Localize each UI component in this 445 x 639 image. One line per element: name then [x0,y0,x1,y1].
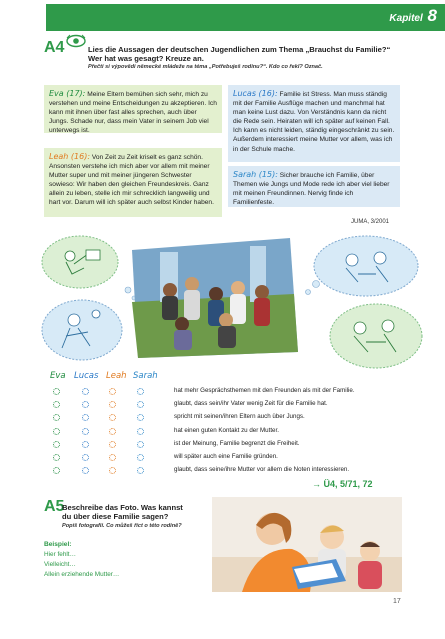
quote-eva-text: Meine Eltern bemühen sich sehr, mich zu verstehen und meine Entscheidungen zu akzeptieren. Ich kann mit ihnen über fast alles sprechen, auch über Jungs. Schade nur, dass mein Vater in seinem Job viel unterwegs ist. [49,91,217,135]
answer-checkbox[interactable] [53,467,60,474]
quote-leah-text: Von Zeit zu Zeit kriselt es ganz schön. Ansonsten verstehe ich mich aber vor allem mit meiner Mutter super und mit meiner jüngeren Schwester sowieso: Wir haben den gleichen Freundeskreis. Ganz allein zu leben, stelle ich mir schrecklich langweilig und hart vor. Darum will ich später auch selbst Kinder haben. [49,154,214,207]
answer-checkbox[interactable] [109,401,116,408]
page-number: 17 [393,598,401,605]
answer-checkbox[interactable] [82,467,89,474]
example-line: Hier fehlt… [44,551,76,558]
example-line: Allein erziehende Mutter… [44,571,120,578]
answer-checkbox[interactable] [82,388,89,395]
quote-eva [44,85,222,133]
answer-checkbox[interactable] [137,454,144,461]
column-sarah: Sarah [133,371,158,381]
quote-sarah-name: Sarah (15): [233,170,278,179]
answer-checkbox[interactable] [137,428,144,435]
answer-checkbox[interactable] [137,414,144,421]
quote-leah-name: Leah (16): [49,152,91,161]
chapter-label-text: Kapitel [389,13,423,24]
example-heading: Beispiel: [44,541,72,548]
answer-checkbox[interactable] [109,388,116,395]
statement-text: hat mehr Gesprächsthemen mit den Freunden als mit der Familie. [174,387,355,394]
quote-sarah [228,166,400,207]
family-photo [212,497,402,597]
answer-checkbox[interactable] [53,454,60,461]
task-a4-instruction-cz: Přečti si výpovědi německé mládeže na téma „Potřebuješ rodinu?“. Kdo co řekl? Označ. [88,64,323,70]
chapter-header-bar [46,4,445,31]
example-line: Vielleicht… [44,561,76,568]
answer-checkbox[interactable] [82,401,89,408]
answer-checkbox[interactable] [82,428,89,435]
thought-bubble-right-1 [314,236,418,296]
statement-text: spricht mit seinen/ihren Eltern auch über Jungs. [174,413,305,421]
column-lucas: Lucas [74,371,99,381]
answer-checkbox[interactable] [137,441,144,448]
answer-checkbox[interactable] [53,414,60,421]
thought-bubble-right-2 [330,304,422,368]
thought-bubble-left-1 [42,236,118,288]
answer-checkbox[interactable] [82,454,89,461]
answer-checkbox[interactable] [137,467,144,474]
thought-bubble-left-2 [42,300,122,360]
answer-checkbox[interactable] [109,441,116,448]
quote-lucas [228,85,400,162]
answer-checkbox[interactable] [137,388,144,395]
group-photo [132,238,298,358]
chapter-number: 8 [427,6,437,25]
illustration-band [40,232,440,377]
answer-checkbox[interactable] [109,414,116,421]
answer-checkbox[interactable] [53,401,60,408]
eye-icon [66,34,86,53]
quote-eva-name: Eva (17): [49,89,86,98]
answer-checkbox[interactable] [82,414,89,421]
statement-text: will später auch eine Familie gründen. [174,453,278,460]
answer-checkbox[interactable] [109,467,116,474]
column-leah: Leah [106,371,127,381]
statement-text: glaubt, dass seine/ihre Mutter vor allem die Noten interessieren. [174,466,350,474]
quote-sarah-text: Sicher brauche ich Familie, über Themen wie Jungs und Mode rede ich aber viel lieber mit meinen Freundinnen. Nervig finde ich Familienfeste. [233,172,390,207]
quote-leah [44,148,222,217]
task-a5-number: A5 [44,498,65,515]
example-lines [44,550,119,580]
answer-checkbox[interactable] [82,441,89,448]
answer-checkbox[interactable] [109,428,116,435]
quote-lucas-text: Familie ist Stress. Man muss ständig mit der Familie Ausflüge machen und manchmal hat man keine Lust dazu. Von Verständnis kann da nicht die Rede sein. Heiraten will ich später auf keinen Fall. Ich kann es nicht leiden, ständig eingeschränkt zu sein. Außerdem interessiert meine Mutter vor allem, was ich in der Schule mache. [233,91,395,153]
quote-lucas-name: Lucas (16): [233,89,278,98]
answer-checkbox[interactable] [109,454,116,461]
answer-checkbox[interactable] [53,441,60,448]
exercise-reference: → Ü4, 5/71, 72 [312,479,373,489]
task-a5-instruction: Beschreibe das Foto. Was kannst du über diese Familie sagen? [62,503,183,521]
answer-checkbox[interactable] [53,428,60,435]
statement-text: hat einen guten Kontakt zu der Mutter. [174,426,279,434]
answer-checkbox[interactable] [137,401,144,408]
task-a4-number: A4 [44,39,65,56]
source-credit: JUMA, 3/2001 [351,219,390,225]
task-a5-instruction-cz: Popiš fotografii. Co můžeš říct o této rodině? [62,523,182,529]
task-a4-instruction: Lies die Aussagen der deutschen Jugendlichen zum Thema „Brauchst du Familie?“ Wer hat was gesagt? Kreuze an. [88,45,391,63]
statement-text: ist der Meinung, Familie begrenzt die Freiheit. [174,439,300,447]
chapter-label [389,6,437,26]
answer-checkbox[interactable] [53,388,60,395]
statement-text: glaubt, dass sein/ihr Vater wenig Zeit für die Familie hat. [174,400,328,408]
column-eva: Eva [50,371,66,381]
